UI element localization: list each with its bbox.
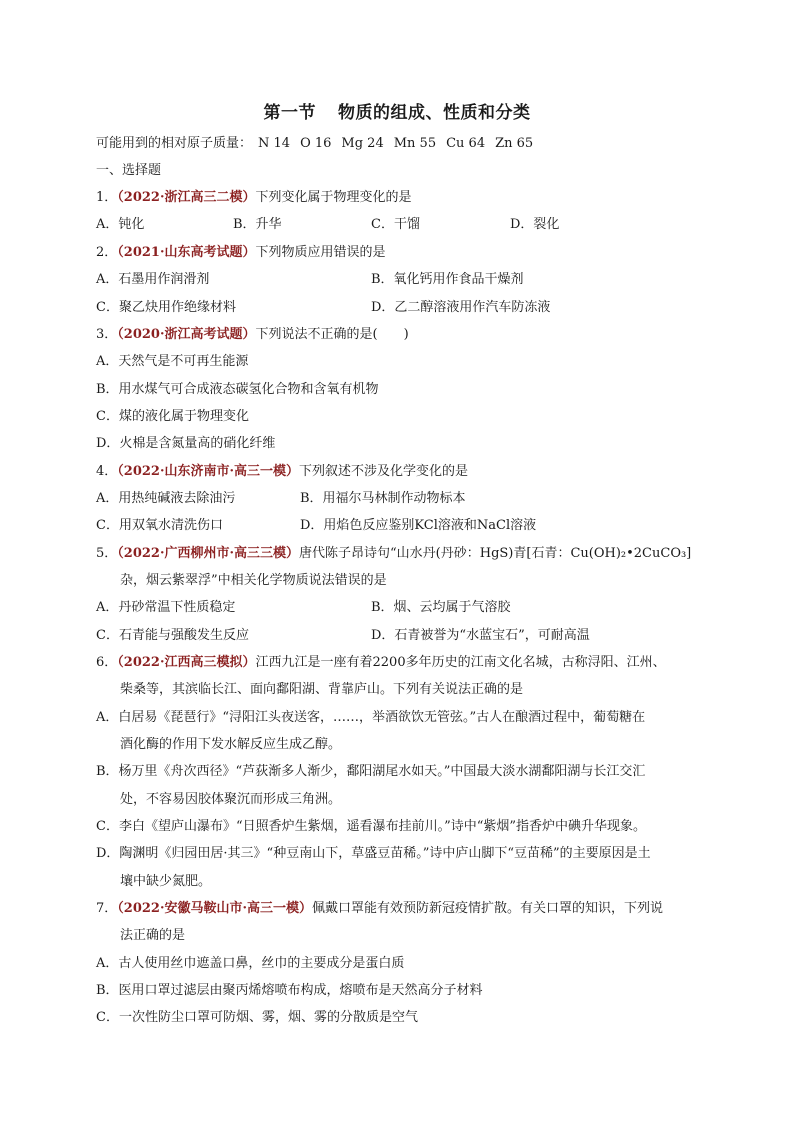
question-number: 1． [96,190,118,205]
question-7-stem [96,899,716,919]
option-c[interactable]: C．石青能与强酸发生反应 [96,628,249,643]
option-a-cont: 酒化酶的作用下发水解反应生成乙醇。 [120,737,342,752]
question-source: （2020·浙江高考试题） [117,327,256,342]
question-1-stem [96,188,716,208]
option-a[interactable]: A．钝化 [96,217,145,232]
option-a[interactable]: A．白居易《琵琶行》“浔阳江头夜送客，……，举酒欲饮无管弦。”古人在酿酒过程中，葡萄糖在 [96,710,646,725]
atomic-mass-zn: Zn 65 [495,136,534,151]
question-source: （2022·广西柳州市·高三三模） [117,546,300,561]
option-c[interactable]: C．聚乙炔用作绝缘材料 [96,300,236,315]
question-number: 6． [96,655,118,670]
question-source: （2022·山东济南市·高三一模） [117,464,300,479]
question-text: 下列变化属于物理变化的是 [255,190,412,205]
option-d[interactable]: D．乙二醇溶液用作汽车防冻液 [371,300,551,315]
question-2-options-row-2 [96,298,716,318]
option-c[interactable]: C．一次性防尘口罩可防烟、雾，烟、雾的分散质是空气 [96,1010,418,1025]
question-2-options-row-1 [96,270,716,290]
option-a[interactable]: A．石墨用作润滑剂 [96,272,210,287]
option-d[interactable]: D．火棉是含氮量高的硝化纤维 [96,436,276,451]
question-text: 江西九江是一座有着2200多年历史的江南文化名城，古称浔阳、江州、 [255,655,666,670]
question-5-stem-cont: 杂，烟云紫翠浮”中相关化学物质说法错误的是 [120,573,387,588]
option-a[interactable]: A．古人使用丝巾遮盖口鼻，丝巾的主要成分是蛋白质 [96,956,405,971]
option-d[interactable]: D．裂化 [510,217,560,232]
section-heading: 一、选择题 [96,163,162,178]
question-text: 下列物质应用错误的是 [255,245,386,260]
option-b[interactable]: B．升华 [233,217,282,232]
atomic-mass-mn: Mn 55 [393,136,437,151]
atomic-mass-n: N 14 [258,136,291,151]
question-source: （2021·山东高考试题） [117,245,256,260]
option-b[interactable]: B．氧化钙用作食品干燥剂 [371,272,524,287]
question-text: 唐代陈子昂诗句“山水丹(丹砂：HgS)青[石青：Cu(OH)₂•2CuCO₃] [299,546,692,561]
title-topic: 物质的组成、性质和分类 [338,103,531,123]
atomic-mass-mg: Mg 24 [341,136,384,151]
question-4-options-row-2 [96,516,716,536]
question-5-options-row-2 [96,626,716,646]
option-d-cont: 壤中缺少氮肥。 [120,874,212,889]
question-7-stem-cont: 法正确的是 [120,928,186,943]
option-b-cont: 处，不容易因胶体聚沉而形成三角洲。 [120,792,342,807]
question-number: 2． [96,245,118,260]
option-c[interactable]: C．用双氧水清洗伤口 [96,518,223,533]
option-c[interactable]: C．煤的液化属于物理变化 [96,409,249,424]
question-3-stem [96,325,716,345]
question-text: 佩戴口罩能有效预防新冠疫情扩散。有关口罩的知识，下列说 [312,901,664,916]
question-5-stem [96,544,716,564]
question-source: （2022·安徽马鞍山市·高三一模） [117,901,313,916]
option-c[interactable]: C．干馏 [371,217,420,232]
question-5-options-row-1 [96,598,716,618]
option-d[interactable]: D．陶渊明《归园田居·其三》“种豆南山下，草盛豆苗稀。”诗中庐山脚下“豆苗稀”的主要原因是土 [96,846,651,861]
question-number: 3． [96,327,118,342]
option-c[interactable]: C．李白《望庐山瀑布》“日照香炉生紫烟，遥看瀑布挂前川。”诗中“紫烟”指香炉中碘升华现象。 [96,819,647,834]
option-b[interactable]: B．用福尔马林制作动物标本 [300,491,466,506]
option-d[interactable]: D．石青被誉为“水蓝宝石”，可耐高温 [371,628,590,643]
atomic-mass-line [96,134,716,154]
question-6-stem-cont: 柴桑等，其滨临长江、面向鄱阳湖、背靠庐山。下列有关说法正确的是 [120,682,524,697]
question-text: 下列说法不正确的是( ) [255,327,409,342]
question-source: （2022·浙江高三二模） [117,190,256,205]
question-6-stem [96,653,716,673]
question-4-stem [96,462,716,482]
option-a[interactable]: A．丹砂常温下性质稳定 [96,600,236,615]
question-number: 4． [96,464,118,479]
option-b[interactable]: B．烟、云均属于气溶胶 [371,600,511,615]
question-number: 7． [96,901,118,916]
question-text: 下列叙述不涉及化学变化的是 [299,464,469,479]
atomic-mass-o: O 16 [300,136,332,151]
option-b[interactable]: B．用水煤气可合成液态碳氢化合物和含氧有机物 [96,382,379,397]
option-a[interactable]: A．用热纯碱液去除油污 [96,491,236,506]
page-title [0,98,794,123]
atomic-mass-label: 可能用到的相对原子质量： [96,136,253,151]
title-section-number: 第一节 [263,103,316,123]
atomic-mass-cu: Cu 64 [446,136,486,151]
question-4-options-row-1 [96,489,716,509]
question-2-stem [96,243,716,263]
option-d[interactable]: D．用焰色反应鉴别KCl溶液和NaCl溶液 [300,518,537,533]
option-b[interactable]: B．医用口罩过滤层由聚丙烯熔喷布构成，熔喷布是天然高分子材料 [96,983,483,998]
question-source: （2022·江西高三模拟） [117,655,256,670]
option-a[interactable]: A．天然气是不可再生能源 [96,354,249,369]
question-1-options [96,215,716,235]
option-b[interactable]: B．杨万里《舟次西径》“芦荻渐多人渐少，鄱阳湖尾水如天。”中国最大淡水湖鄱阳湖与长江交汇 [96,764,646,779]
question-number: 5． [96,546,118,561]
